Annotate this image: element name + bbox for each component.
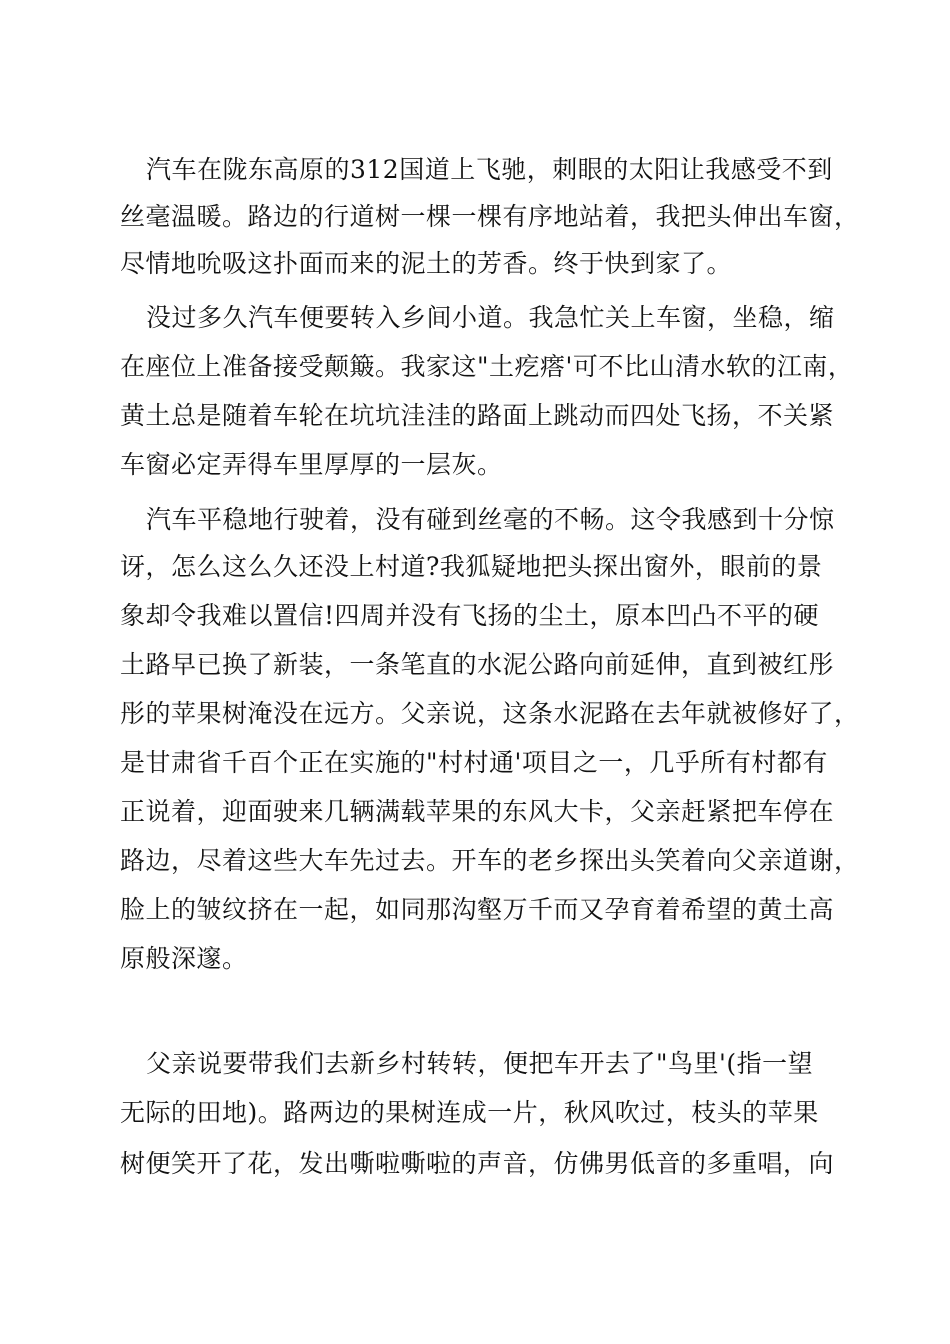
paragraph-3-line-6: 是甘肃省千百个正在实施的"村村通'项目之一，几乎所有村都有: [120, 748, 828, 777]
paragraph-2-line-4: 车窗必定弄得车里厚厚的一层灰。: [120, 450, 503, 479]
paragraph-2-line-3: 黄土总是随着车轮在坑坑洼洼的路面上跳动而四处飞扬，不关紧: [120, 401, 835, 430]
paragraph-3-line-4: 土路早已换了新装，一条笔直的水泥公路向前延伸，直到被红彤: [120, 650, 835, 679]
paragraph-3-line-10: 原般深邃。: [120, 944, 248, 973]
paragraph-2-line-1: 没过多久汽车便要转入乡间小道。我急忙关上车窗，坐稳，缩: [146, 303, 835, 332]
paragraph-1-line-2: 丝毫温暖。路边的行道树一棵一棵有序地站着，我把头伸出车窗，: [120, 202, 860, 231]
paragraph-3-line-3: 象却令我难以置信!四周并没有飞扬的尘土，原本凹凸不平的硬: [120, 601, 820, 630]
paragraph-4-line-2: 无际的田地)。路两边的果树连成一片，秋风吹过，枝头的苹果: [120, 1098, 819, 1127]
paragraph-3-line-5: 彤的苹果树淹没在远方。父亲说，这条水泥路在去年就被修好了，: [120, 699, 860, 728]
paragraph-3-line-8: 路边，尽着这些大车先过去。开车的老乡探出头笑着向父亲道谢，: [120, 846, 860, 875]
paragraph-1-line-1: 汽车在陇东高原的312国道上飞驰，刺眼的太阳让我感受不到: [146, 155, 833, 184]
paragraph-4-line-3: 树便笑开了花，发出嘶啦嘶啦的声音，仿佛男低音的多重唱，向: [120, 1149, 835, 1178]
paragraph-3-line-7: 正说着，迎面驶来几辆满载苹果的东风大卡，父亲赶紧把车停在: [120, 797, 835, 826]
paragraph-3-line-2: 讶，怎么这么久还没上村道?我狐疑地把头探出窗外，眼前的景: [120, 552, 823, 581]
paragraph-2-line-2: 在座位上准备接受颠簸。我家这"土疙瘩'可不比山清水软的江南，: [120, 352, 854, 381]
paragraph-3-line-9: 脸上的皱纹挤在一起，如同那沟壑万千而又孕育着希望的黄土高: [120, 895, 835, 924]
paragraph-4-line-1: 父亲说要带我们去新乡村转转，便把车开去了"鸟里'(指一望: [146, 1049, 814, 1078]
paragraph-3-line-1: 汽车平稳地行驶着，没有碰到丝毫的不畅。这令我感到十分惊: [146, 505, 835, 534]
paragraph-1-line-3: 尽情地吮吸这扑面而来的泥土的芳香。终于快到家了。: [120, 249, 733, 278]
